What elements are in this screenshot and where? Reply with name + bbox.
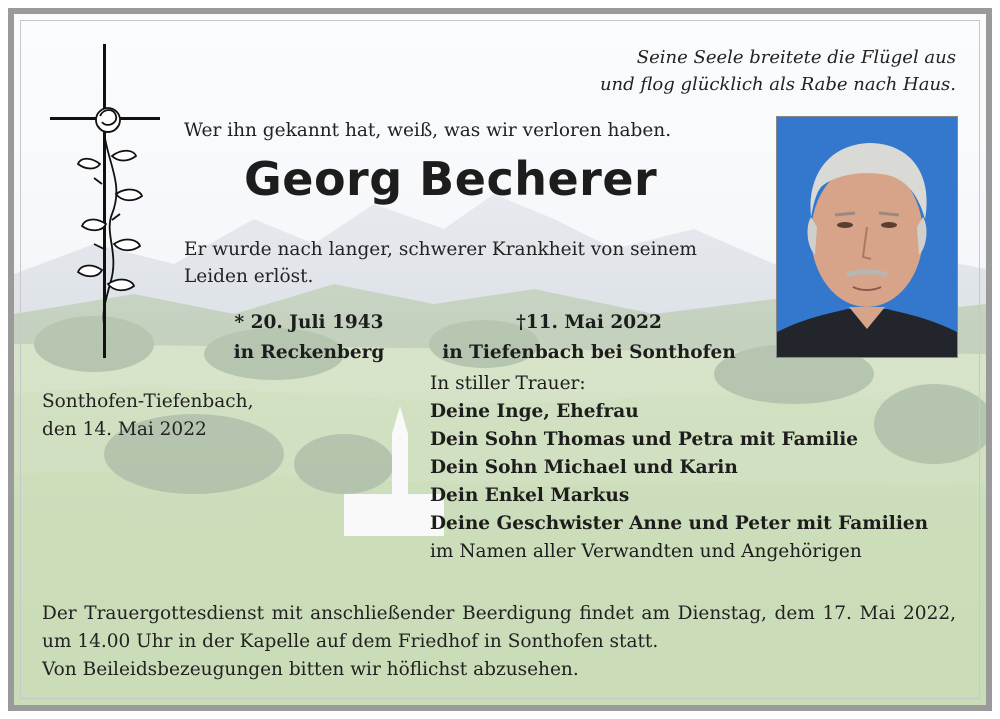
birth-info [209,308,409,368]
mourners-list [430,370,928,566]
illness-line: Leiden erlöst. [184,266,314,287]
death-date: †11. Mai 2022 [516,312,662,333]
service-text: Der Trauergottesdienst mit anschließender Beerdigung findet am Dienstag, dem 17. Mai 2022, um 14.00 Uhr in der Kapelle auf dem Friedhof in Sonthofen statt. [42,603,956,652]
location-date [42,388,253,444]
death-info [429,308,749,368]
obituary-notice [8,8,992,711]
death-place: in Tiefenbach bei Sonthofen [442,342,736,363]
location: Sonthofen-Tiefenbach, [42,391,254,412]
intro-line: Wer ihn gekannt hat, weiß, was wir verloren haben. [184,120,672,141]
mourner-name: Dein Enkel Markus [430,485,630,506]
mourner-name: Deine Inge, Ehefrau [430,401,639,422]
birth-place: in Reckenberg [233,342,385,363]
birth-date: * 20. Juli 1943 [234,312,384,333]
portrait-photo [776,116,958,358]
mourners-heading: In stiller Trauer: [430,373,586,394]
mourner-name: Dein Sohn Thomas und Petra mit Familie [430,429,859,450]
illness-line: Er wurde nach langer, schwerer Krankheit von seinem [184,239,697,260]
deceased-name: Georg Becherer [244,152,658,206]
condolence-text: Von Beileidsbezeugungen bitten wir höflichst abzusehen. [42,659,579,680]
illness-text [184,236,784,290]
cross-with-rose-icon [50,44,160,364]
mourners-closing: im Namen aller Verwandten und Angehörigen [430,541,862,562]
mourner-name: Dein Sohn Michael und Karin [430,457,738,478]
quote-line: Seine Seele breitete die Flügel aus [636,47,956,68]
mourner-name: Deine Geschwister Anne und Peter mit Familien [430,513,929,534]
memorial-quote [600,44,956,98]
quote-line: und flog glücklich als Rabe nach Haus. [599,74,956,95]
notice-date: den 14. Mai 2022 [42,419,207,440]
funeral-details [42,600,956,684]
